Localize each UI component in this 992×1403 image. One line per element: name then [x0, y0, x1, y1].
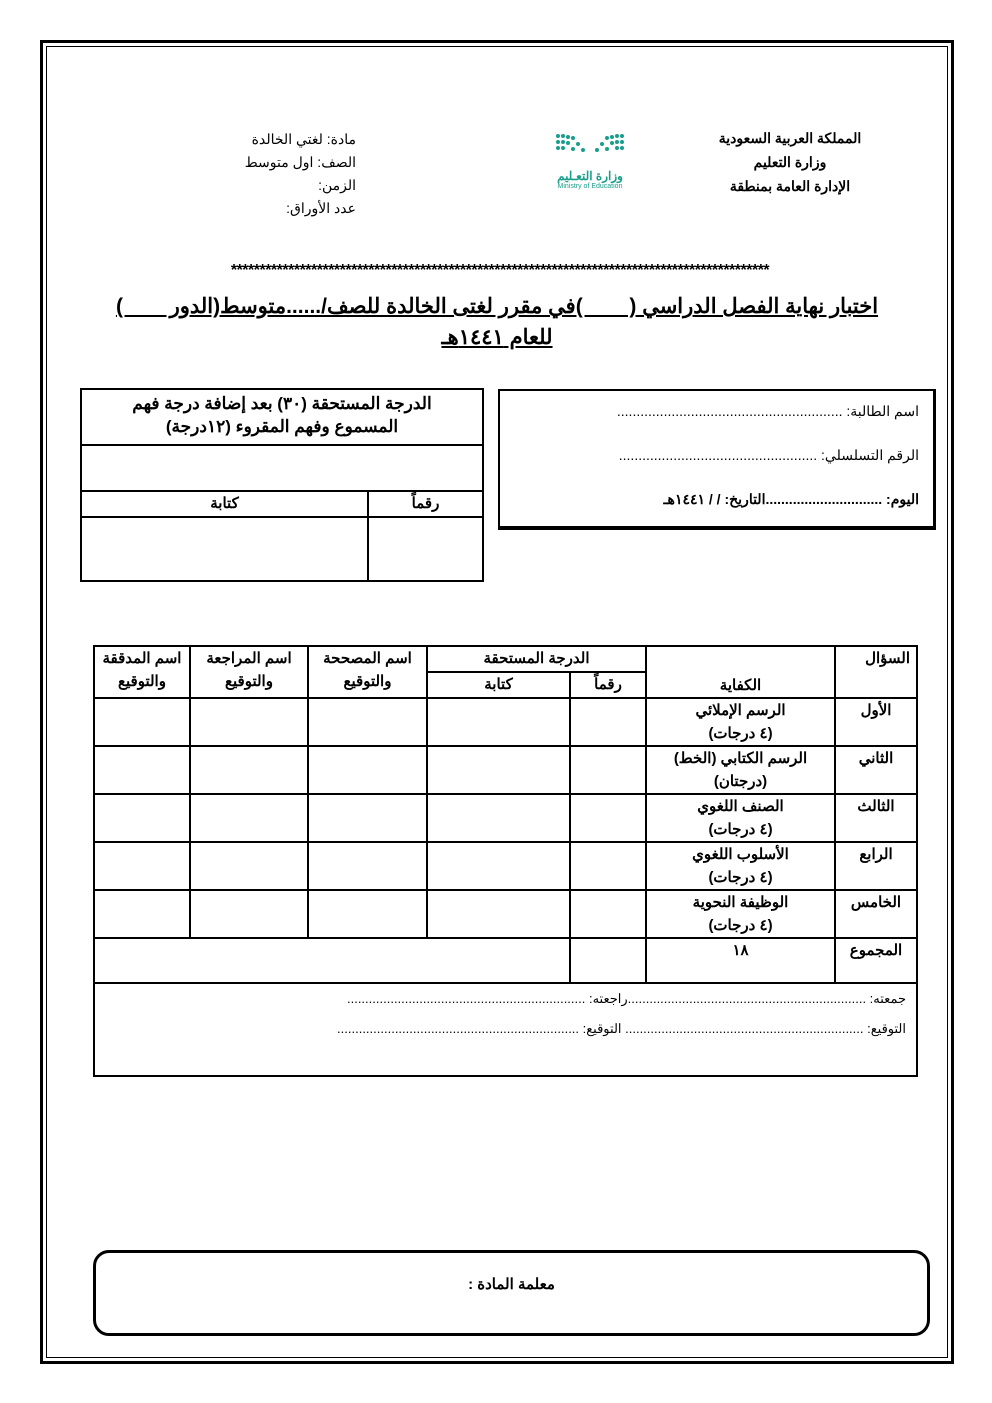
corrector-cell[interactable]: [308, 842, 427, 890]
kingdom-label: المملكة العربية السعودية: [718, 130, 862, 146]
header-digits: رقماً: [570, 672, 646, 698]
question-label: الثالث: [835, 794, 917, 842]
question-label: الخامس: [835, 890, 917, 938]
question-label: الثاني: [835, 746, 917, 794]
auditor-cell[interactable]: [94, 746, 190, 794]
auditor-cell[interactable]: [94, 794, 190, 842]
signature-footer: [93, 984, 918, 1077]
table-row: [94, 698, 917, 746]
reviewer-cell[interactable]: [190, 890, 308, 938]
competency-points: (٤ درجات): [708, 821, 773, 838]
auditor-cell[interactable]: [94, 698, 190, 746]
exam-title: اختبار نهاية الفصل الدراسي ( )في مقرر لغتى الخالدة للصف/......متوسط(الدور ): [115, 295, 879, 318]
ministry-logo: [530, 130, 650, 200]
digits-cell[interactable]: [570, 698, 646, 746]
competency-name: الوظيفة النحوية: [692, 894, 789, 911]
table-row: [94, 890, 917, 938]
question-label: الأول: [835, 698, 917, 746]
reviewer-cell[interactable]: [190, 794, 308, 842]
total-blank-cell[interactable]: [94, 938, 570, 983]
teacher-label: معلمة المادة :: [468, 1276, 555, 1293]
table-row: [94, 746, 917, 794]
table-row: [94, 842, 917, 890]
header-competency: الكفاية: [646, 646, 835, 698]
header-right: [700, 126, 880, 198]
digits-cell[interactable]: [570, 890, 646, 938]
total-row: [94, 938, 917, 983]
exam-year: للعام ١٤٤١هـ: [441, 326, 553, 349]
date-field[interactable]: التاريخ: / / ١٤٤١هـ: [663, 491, 766, 507]
header-words: كتابة: [427, 672, 570, 698]
words-cell[interactable]: [427, 698, 570, 746]
competency-cell: [646, 842, 835, 890]
grade-box-words-cell[interactable]: [81, 517, 368, 581]
competency-points: (٤ درجات): [708, 869, 773, 886]
ministry-label: وزارة التعليم: [753, 154, 827, 170]
header-question: السؤال: [835, 646, 917, 698]
competency-cell: [646, 890, 835, 938]
time-label: الزمن:: [318, 177, 356, 193]
header-deserved-grade: الدرجة المستحقة: [427, 646, 646, 672]
grade-box-blank[interactable]: [81, 445, 483, 491]
grade-box-title: الدرجة المستحقة (٣٠) بعد إضافة درجة فهم المسموع وفهم المقروء (١٢درجة): [81, 389, 483, 445]
logo-text-ar: وزارة التعـليم: [557, 169, 623, 183]
reviewer-cell[interactable]: [190, 842, 308, 890]
competency-cell: [646, 698, 835, 746]
signature-line[interactable]: التوقيع: .................................................................. التوقيع: ...................................................................: [337, 1021, 906, 1036]
logo-dots-icon: [550, 130, 630, 160]
competency-cell: [646, 794, 835, 842]
corrector-cell[interactable]: [308, 794, 427, 842]
grade-box-words-header: كتابة: [81, 491, 368, 517]
grade-box-digits-header: رقماً: [368, 491, 483, 517]
digits-cell[interactable]: [570, 746, 646, 794]
competency-name: الأسلوب اللغوي: [692, 846, 789, 863]
total-value: ١٨: [646, 938, 835, 983]
words-cell[interactable]: [427, 842, 570, 890]
total-label: المجموع: [835, 938, 917, 983]
words-cell[interactable]: [427, 794, 570, 842]
competency-name: الصنف اللغوي: [697, 798, 784, 815]
words-cell[interactable]: [427, 746, 570, 794]
pages-label: عدد الأوراق:: [286, 200, 356, 216]
grades-table: [93, 645, 918, 984]
competency-name: الرسم الكتابي (الخط): [673, 750, 808, 767]
total-digits-cell[interactable]: [570, 938, 646, 983]
star-separator: **********************************************************************************************: [230, 262, 770, 279]
auditor-cell[interactable]: [94, 842, 190, 890]
corrector-cell[interactable]: [308, 746, 427, 794]
words-cell[interactable]: [427, 890, 570, 938]
header-auditor: اسم المدققة والتوقيع: [94, 646, 190, 698]
competency-points: (٤ درجات): [708, 725, 773, 742]
header-left: [200, 128, 356, 220]
header-reviewer: اسم المراجعة والتوقيع: [190, 646, 308, 698]
auditor-cell[interactable]: [94, 890, 190, 938]
day-field[interactable]: اليوم: ..............................: [765, 491, 919, 507]
grade-box-digits-cell[interactable]: [368, 517, 483, 581]
grade-label: الصف: اول متوسط: [244, 154, 356, 170]
serial-number-field[interactable]: الرقم التسلسلي: ...................................................: [618, 447, 919, 463]
subject-label: مادة: لغتي الخالدة: [251, 131, 356, 147]
digits-cell[interactable]: [570, 794, 646, 842]
header-corrector: اسم المصححة والتوقيع: [308, 646, 427, 698]
student-info-box: [498, 389, 936, 530]
collected-reviewed-line[interactable]: جمعته: ..................................................................راجعته: ..................................................................: [346, 991, 906, 1006]
table-row: [94, 794, 917, 842]
day-date-row: [500, 487, 919, 531]
grade-box: [80, 388, 484, 582]
corrector-cell[interactable]: [308, 890, 427, 938]
reviewer-cell[interactable]: [190, 746, 308, 794]
digits-cell[interactable]: [570, 842, 646, 890]
teacher-box: [93, 1250, 930, 1336]
competency-cell: [646, 746, 835, 794]
reviewer-cell[interactable]: [190, 698, 308, 746]
logo-text-en: Ministry of Education: [557, 183, 623, 190]
administration-label: الإدارة العامة بمنطقة: [729, 178, 851, 194]
student-name-field[interactable]: اسم الطالبة: ..........................................................: [616, 403, 919, 419]
competency-points: (٤ درجات): [708, 917, 773, 934]
corrector-cell[interactable]: [308, 698, 427, 746]
question-label: الرابع: [835, 842, 917, 890]
competency-name: الرسم الإملائي: [695, 702, 786, 719]
competency-points: (درجتان): [713, 773, 768, 790]
